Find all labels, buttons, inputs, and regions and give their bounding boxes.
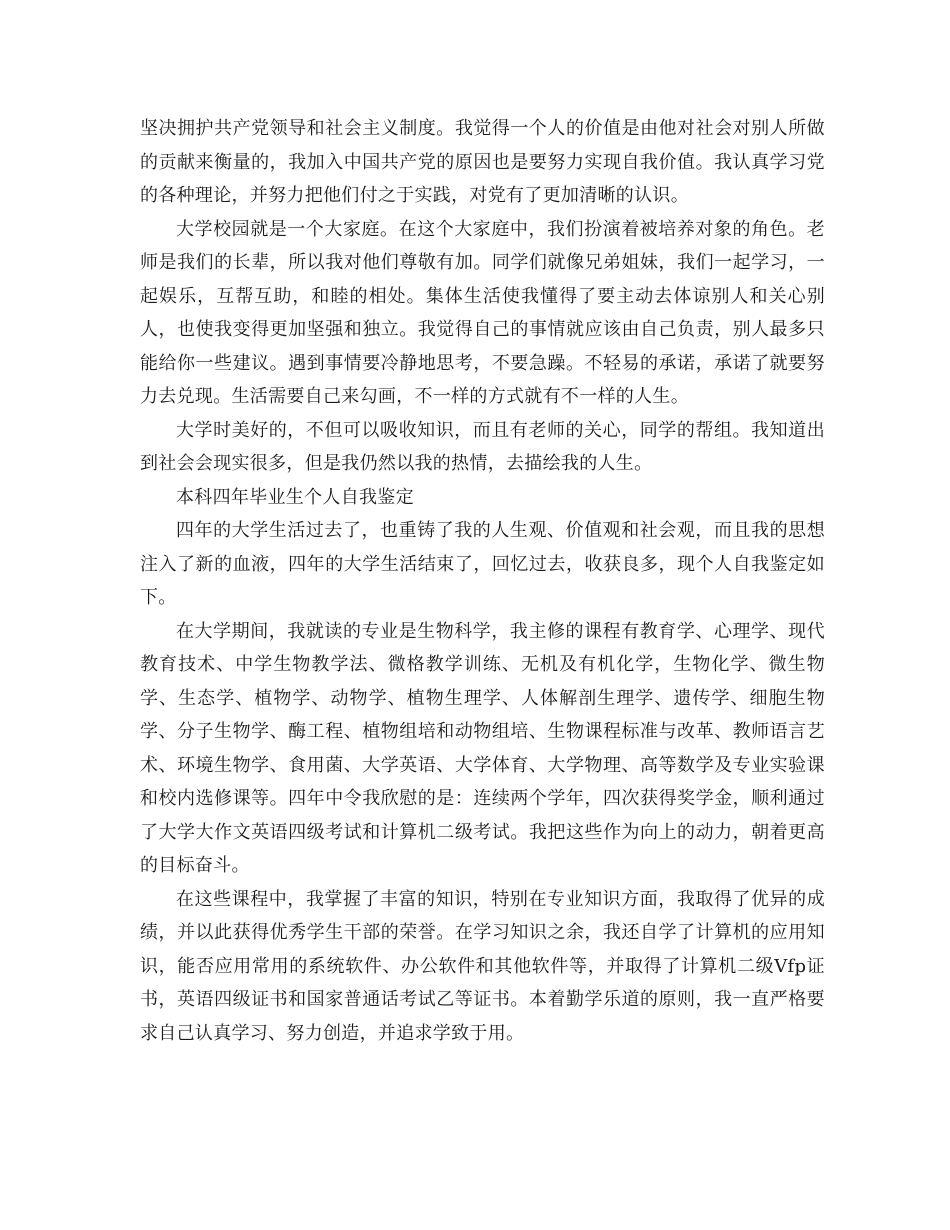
paragraph-party-values: 坚决拥护共产党领导和社会主义制度。我觉得一个人的价值是由他对社会对别人所做的贡献来衡量的，我加入中国共产党的原因也是要努力实现自我价值。我认真学习党的各种理论，并努力把他们付之于实践，对党有了更加清晰的认识。 bbox=[140, 118, 825, 206]
paragraph-achievements: 在这些课程中，我掌握了丰富的知识，特别在专业知识方面，我取得了优异的成绩，并以此获得优秀学生干部的荣誉。在学习知识之余，我还自学了计算机的应用知识，能否应用常用的系统软件、办公软件和其他软件等，并取得了计算机二级Vfp证书，英语四级证书和国家普通话考试乙等证书。本着勤学乐道的原则，我一直严格要求自己认真学习、努力创造，并追求学致于用。 bbox=[140, 888, 825, 1044]
paragraph-campus-family: 大学校园就是一个大家庭。在这个大家庭中，我们扮演着被培养对象的角色。老师是我们的长辈，所以我对他们尊敬有加。同学们就像兄弟姐妹，我们一起学习，一起娱乐，互帮互助，和睦的相处。集体生活使我懂得了要主动去体谅别人和关心别人，也使我变得更加坚强和独立。我觉得自己的事情就应该由自己负责，别人最多只能给你一些建议。遇到事情要冷静地思考，不要急躁。不轻易的承诺，承诺了就要努力去兑现。生活需要自己来勾画，不一样的方式就有不一样的人生。 bbox=[140, 218, 825, 407]
section-heading-self-appraisal: 本科四年毕业生个人自我鉴定 bbox=[176, 486, 414, 508]
paragraph-four-years-intro: 四年的大学生活过去了，也重铸了我的人生观、价值观和社会观，而且我的思想注入了新的血液，四年的大学生活结束了，回忆过去，收获良多，现个人自我鉴定如下。 bbox=[140, 520, 825, 608]
paragraph-university-life: 大学时美好的，不但可以吸收知识，而且有老师的关心，同学的帮组。我知道出到社会会现实很多，但是我仍然以我的热情，去描绘我的人生。 bbox=[140, 419, 825, 474]
document-body bbox=[140, 112, 825, 1050]
paragraph-courses: 在大学期间，我就读的专业是生物科学，我主修的课程有教育学、心理学、现代教育技术、中学生物教学法、微格教学训练、无机及有机化学，生物化学、微生物学、生态学、植物学、动物学、植物生理学、人体解剖生理学、遗传学、细胞生物学、分子生物学、酶工程、植物组培和动物组培、生物课程标准与改革、教师语言艺术、环境生物学、食用菌、大学英语、大学体育、大学物理、高等数学及专业实验课和校内选修课等。四年中令我欣慰的是：连续两个学年，四次获得奖学金，顺利通过了大学大作文英语四级考试和计算机二级考试。我把这些作为向上的动力，朝着更高的目标奋斗。 bbox=[140, 620, 825, 876]
